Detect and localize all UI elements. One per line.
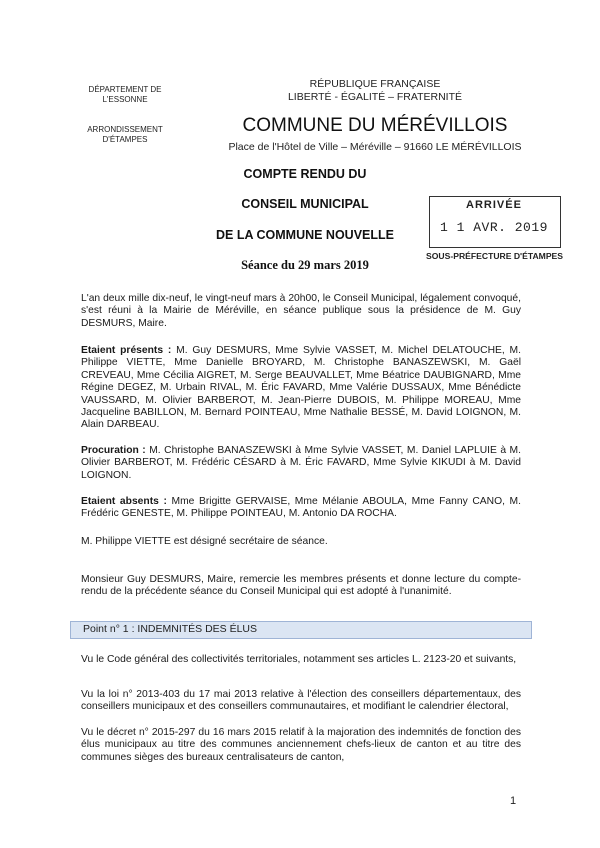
absents-label: Etaient absents : <box>81 496 167 507</box>
department-label: DÉPARTEMENT DE L'ESSONNE <box>88 85 162 104</box>
republic-heading: RÉPUBLIQUE FRANÇAISE LIBERTÉ - ÉGALITÉ – FRATERNITÉ <box>287 78 463 103</box>
arrondissement-label: ARRONDISSEMENT D'ÉTAMPES <box>87 125 163 144</box>
presents-paragraph <box>81 345 521 432</box>
vu-code-paragraph: Vu le Code général des collectivités territoriales, notamment ses articles L. 2123-20 et suivants, <box>81 654 517 665</box>
procuration-paragraph <box>81 445 521 482</box>
arrival-stamp <box>426 196 564 268</box>
stamp-office: SOUS-PRÉFECTURE D'ÉTAMPES <box>426 251 564 261</box>
presents-label: Etaient présents : <box>81 345 172 356</box>
vu-decret-paragraph: Vu le décret n° 2015-297 du 16 mars 2015 relatif à la majoration des indemnités de fonction des élus municipaux au titre des communes anciennement chefs-lieux de canton et au titre des communes sièges des bureaux centralisateurs de canton, <box>81 727 521 763</box>
absents-list: Mme Brigitte GERVAISE, Mme Mélanie ABOULA, Mme Fanny CANO, M. Frédéric GENESTE, M. Philippe POINTEAU, M. Antonio DA ROCHA. <box>81 496 521 520</box>
report-title-line2: CONSEIL MUNICIPAL <box>241 197 369 211</box>
intro-paragraph: L'an deux mille dix-neuf, le vingt-neuf mars à 20h00, le Conseil Municipal, légalement convoqué, s'est réuni à la Mairie de Méréville, en séance publique sous la présidence de M. Guy DESMURS, Maire. <box>81 293 521 329</box>
commune-name: COMMUNE DU MÉRÉVILLOIS <box>242 115 508 136</box>
report-title-line1: COMPTE RENDU DU <box>243 167 367 181</box>
page-number: 1 <box>510 795 517 807</box>
presents-list: M. Guy DESMURS, Mme Sylvie VASSET, M. Michel DELATOUCHE, M. Philippe VIETTE, Mme Danielle BROYARD, M. Christophe BANASZEWSKI, M. Gaël CREVEAU, Mme Cécilia AIGRET, M. Serge BEAUVALLET, Mme Béatrice DAUBIGNARD, Mme Régine DEGEZ, M. Urbain RIVAL, M. Éric FAVARD, Mme Valérie DUSSAUX, Mme Bénédicte VAUSSARD, M. Olivier BARBEROT, M. Jean-Pierre DUBOIS, M. Philippe MOREAU, Mme Jacqueline BABILLON, M. Bernard POINTEAU, Mme Nathalie BESSÉ, M. David LOIGNON, M. Alain DARBEAU. <box>81 345 521 431</box>
seance-date: Séance du 29 mars 2019 <box>241 258 369 272</box>
stamp-title: ARRIVÉE <box>466 199 522 211</box>
report-title-line3: DE LA COMMUNE NOUVELLE <box>215 228 394 242</box>
stamp-date: 1 1 AVR. 2019 <box>440 220 548 235</box>
vu-loi-paragraph: Vu la loi n° 2013-403 du 17 mai 2013 relative à l'élection des conseillers départementaux, des conseillers municipaux et des conseillers communautaires, et modifiant le calendrier électoral, <box>81 689 521 713</box>
absents-paragraph <box>81 496 521 521</box>
commune-address: Place de l'Hôtel de Ville – Méréville – 91660 LE MÉRÉVILLOIS <box>228 141 522 153</box>
point-1-label: Point n° 1 : INDEMNITÉS DES ÉLUS <box>83 623 258 635</box>
approval-paragraph: Monsieur Guy DESMURS, Maire, remercie les membres présents et donne lecture du compte-rendu de la précédente séance du Conseil Municipal qui est adopté à l'unanimité. <box>81 574 521 598</box>
secretary-paragraph: M. Philippe VIETTE est désigné secrétaire de séance. <box>81 536 328 547</box>
procuration-label: Procuration : <box>81 445 146 456</box>
point-1-heading <box>70 621 532 639</box>
procuration-list: M. Christophe BANASZEWSKI à Mme Sylvie VASSET, M. Daniel LAPLUIE à M. Olivier BARBEROT, M. Frédéric CÉSARD à M. Éric FAVARD, Mme Sylvie KIKUDI à M. David LOIGNON. <box>81 445 521 481</box>
